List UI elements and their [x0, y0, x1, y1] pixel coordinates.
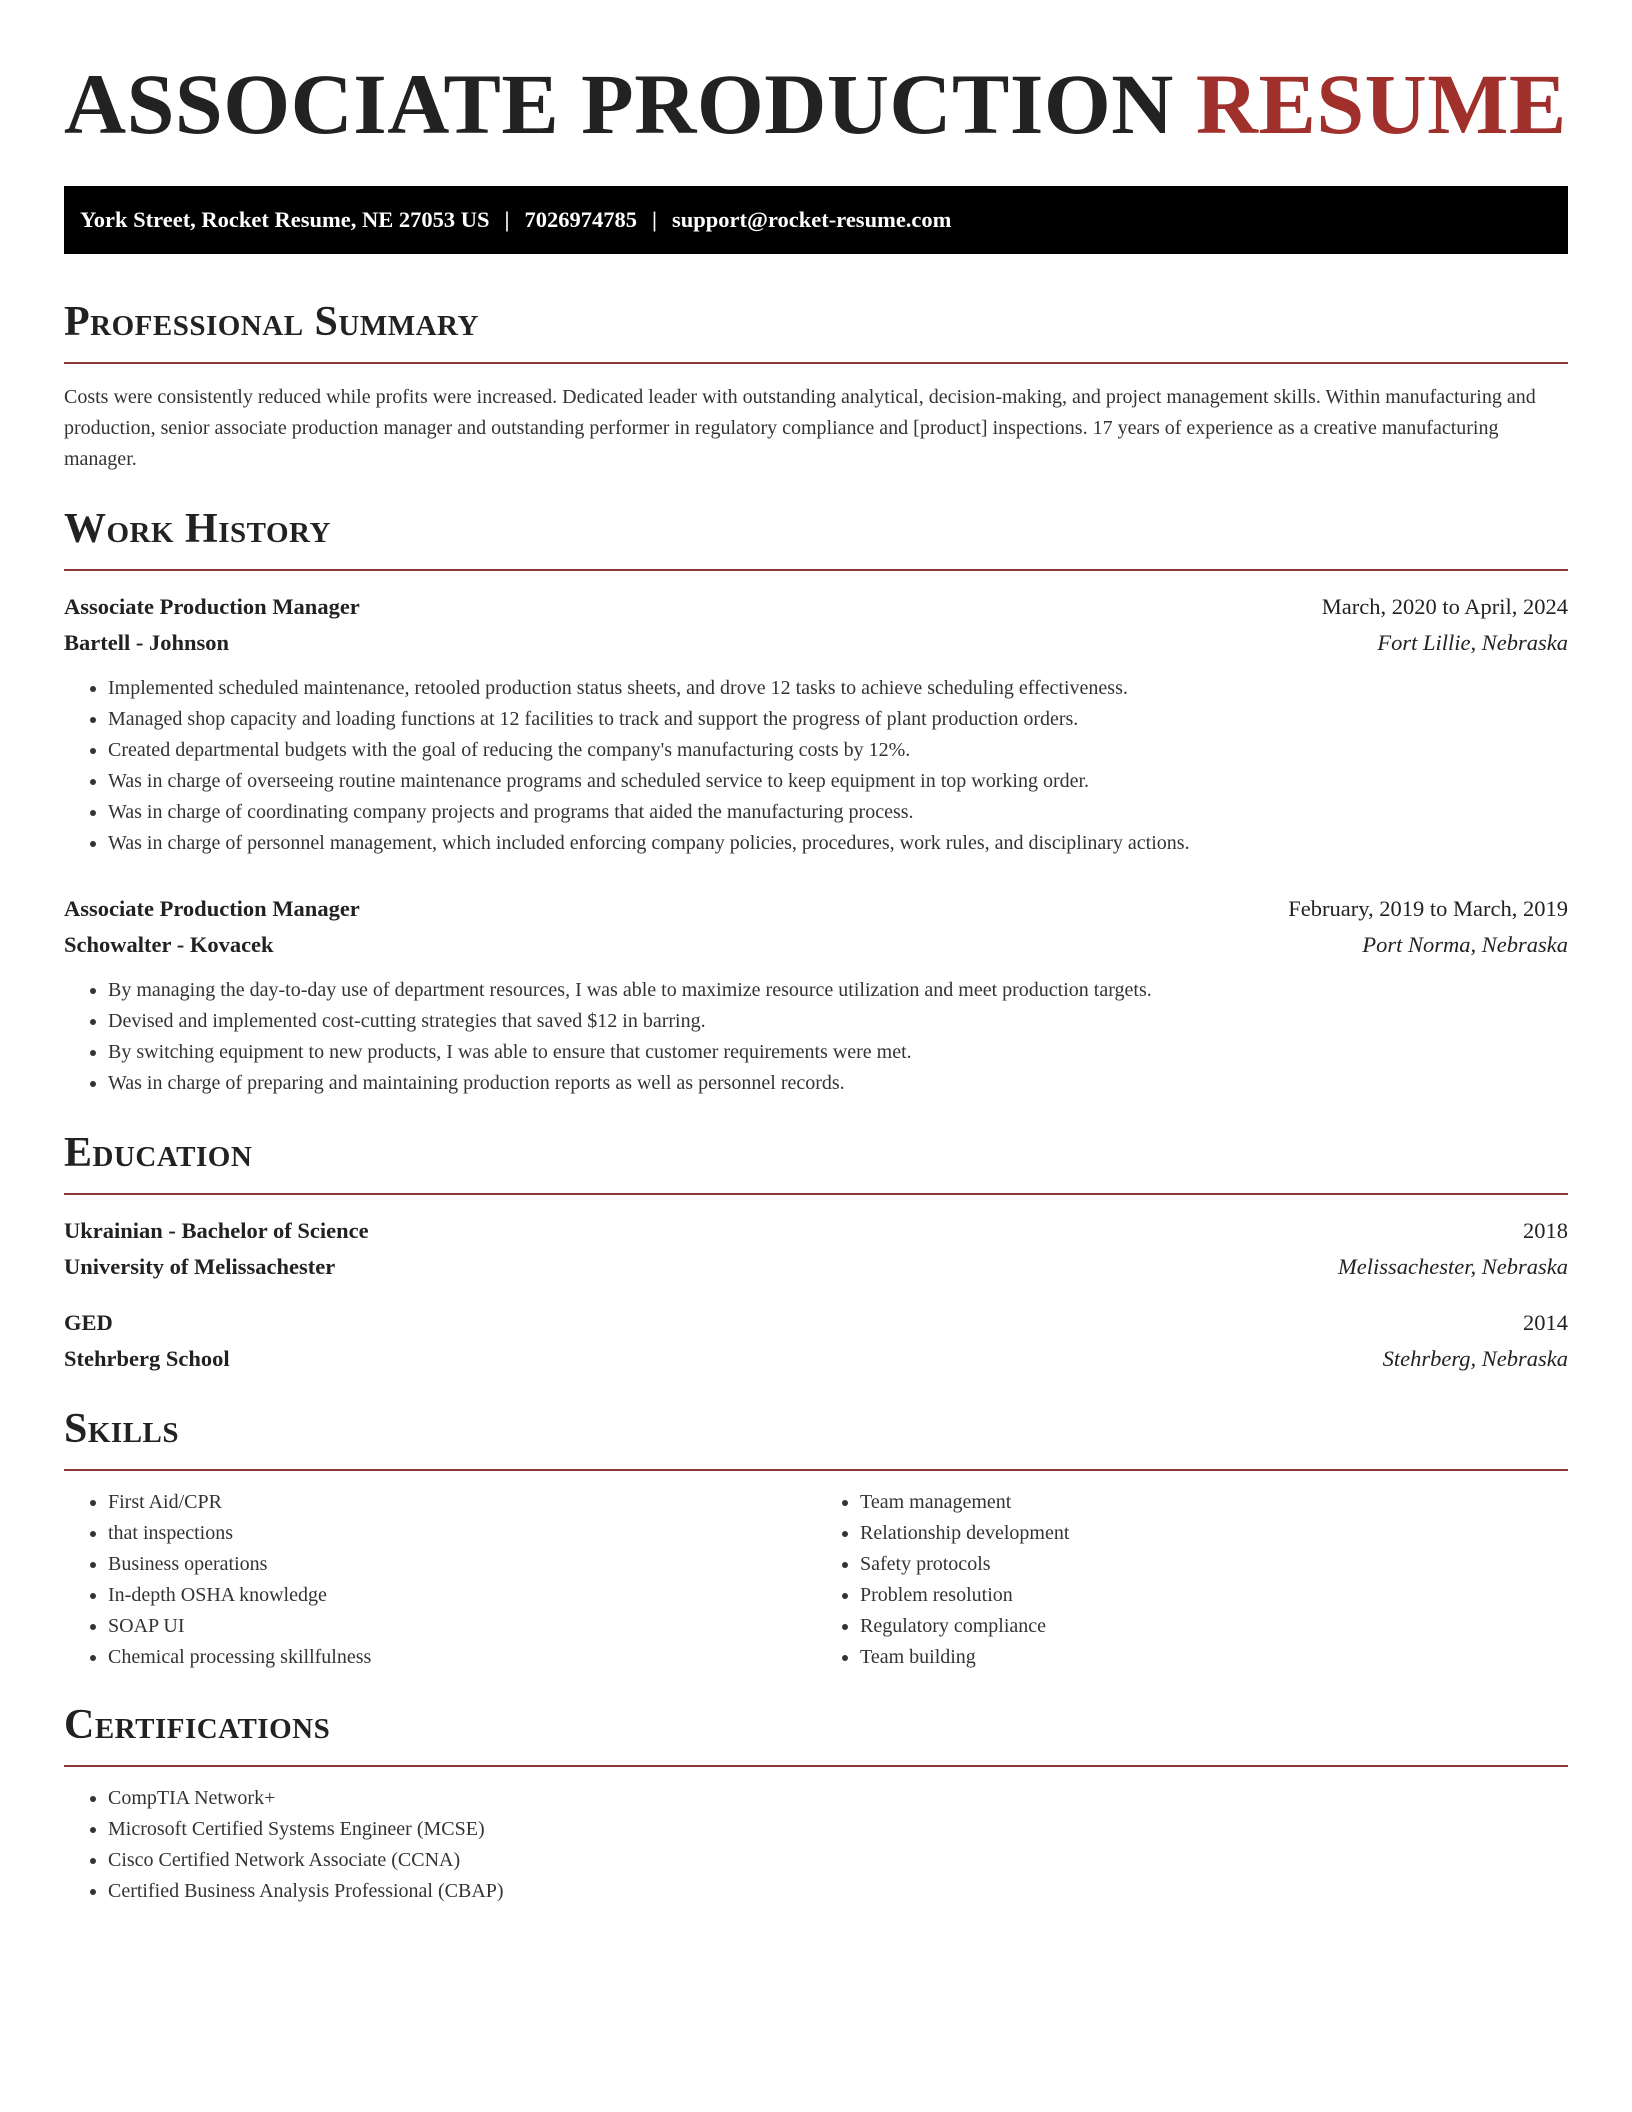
title-main: ASSOCIATE PRODUCTION	[64, 56, 1174, 152]
contact-separator: |	[504, 207, 510, 232]
skill-item: • Safety protocols	[860, 1549, 1568, 1580]
job-bullet: • By managing the day-to-day use of department resources, I was able to maximize resource utilization and meet production targets.	[108, 975, 1568, 1006]
job-bullet: • Was in charge of personnel management, which included enforcing company policies, procedures, work rules, and disciplinary actions.	[108, 828, 1568, 859]
contact-phone: 7026974785	[524, 207, 638, 232]
section-title-education: Education	[64, 1130, 253, 1176]
job-bullet: • By switching equipment to new products, I was able to ensure that customer requirements were met.	[108, 1037, 1568, 1068]
job-bullet-list	[64, 673, 1568, 859]
education-school-row	[64, 1249, 1568, 1285]
job-company: Bartell - Johnson	[64, 630, 230, 655]
job-header-row	[64, 891, 1568, 927]
skill-item: • Relationship development	[860, 1518, 1568, 1549]
skills-grid	[64, 1487, 1568, 1673]
section-title-skills: Skills	[64, 1406, 180, 1452]
job-dates: March, 2020 to April, 2024	[1321, 594, 1568, 619]
education-degree: Ukrainian - Bachelor of Science	[64, 1218, 369, 1243]
education-location: Stehrberg, Nebraska	[1382, 1346, 1568, 1371]
job-bullet: • Was in charge of coordinating company projects and programs that aided the manufacturing process.	[108, 797, 1568, 828]
summary-text: Costs were consistently reduced while profits were increased. Dedicated leader with outstanding analytical, decision-making, and project management skills. Within manufacturing and production, senior associate production manager and outstanding performer in regulatory compliance and [product] inspections. 17 years of experience as a creative manufacturing manager.	[64, 386, 1536, 470]
skills-list-right	[816, 1487, 1568, 1673]
section-divider	[64, 362, 1568, 364]
certification-item: • Microsoft Certified Systems Engineer (MCSE)	[108, 1814, 1568, 1845]
certification-item: • Cisco Certified Network Associate (CCNA)	[108, 1845, 1568, 1876]
education-school: University of Melissachester	[64, 1254, 336, 1279]
job-header-row	[64, 589, 1568, 625]
skills-list-left	[64, 1487, 816, 1673]
skills-section	[64, 1403, 1568, 1673]
education-degree-row	[64, 1213, 1568, 1249]
job-title: Associate Production Manager	[64, 594, 360, 619]
skill-item: • Team management	[860, 1487, 1568, 1518]
resume-title	[64, 56, 1568, 152]
contact-bar	[64, 186, 1568, 254]
contact-address: York Street, Rocket Resume, NE 27053 US	[80, 207, 490, 232]
job-bullet: • Was in charge of overseeing routine maintenance programs and scheduled service to keep equipment in top working order.	[108, 766, 1568, 797]
section-divider	[64, 1765, 1568, 1767]
education-year: 2014	[1523, 1310, 1568, 1335]
job-bullet: • Managed shop capacity and loading functions at 12 facilities to track and support the progress of plant production orders.	[108, 704, 1568, 735]
skill-item: • that inspections	[108, 1518, 816, 1549]
education-school: Stehrberg School	[64, 1346, 230, 1371]
education-degree: GED	[64, 1310, 113, 1335]
work-history-section	[64, 503, 1568, 1099]
education-degree-row	[64, 1305, 1568, 1341]
job-bullet: • Implemented scheduled maintenance, retooled production status sheets, and drove 12 tasks to achieve scheduling effectiveness.	[108, 673, 1568, 704]
education-year: 2018	[1523, 1218, 1568, 1243]
skill-item: • Regulatory compliance	[860, 1611, 1568, 1642]
education-school-row	[64, 1341, 1568, 1377]
skill-item: • First Aid/CPR	[108, 1487, 816, 1518]
skill-item: • In-depth OSHA knowledge	[108, 1580, 816, 1611]
skill-item: • SOAP UI	[108, 1611, 816, 1642]
job-dates: February, 2019 to March, 2019	[1288, 896, 1568, 921]
education-entry	[64, 1213, 1568, 1285]
skill-item: • Team building	[860, 1642, 1568, 1673]
section-title-certifications: Certifications	[64, 1702, 331, 1748]
section-title-summary: Professional Summary	[64, 299, 479, 345]
skill-item: • Business operations	[108, 1549, 816, 1580]
certifications-section	[64, 1699, 1568, 1907]
skill-item: • Problem resolution	[860, 1580, 1568, 1611]
skill-item: • Chemical processing skillfulness	[108, 1642, 816, 1673]
education-entry	[64, 1305, 1568, 1377]
certification-item: • Certified Business Analysis Professional (CBAP)	[108, 1876, 1568, 1907]
contact-separator: |	[652, 207, 657, 232]
job-location: Port Norma, Nebraska	[1362, 932, 1568, 957]
job-company-row	[64, 625, 1568, 661]
contact-email: support@rocket-resume.com	[671, 207, 952, 232]
job-entry	[64, 589, 1568, 859]
job-bullet: • Devised and implemented cost-cutting strategies that saved $12 in barring.	[108, 1006, 1568, 1037]
section-divider	[64, 1469, 1568, 1471]
summary-section	[64, 296, 1568, 475]
certification-item: • CompTIA Network+	[108, 1783, 1568, 1814]
job-bullet: • Created departmental budgets with the goal of reducing the company's manufacturing costs by 12%.	[108, 735, 1568, 766]
job-entry	[64, 891, 1568, 1099]
education-section	[64, 1127, 1568, 1377]
job-company-row	[64, 927, 1568, 963]
section-divider	[64, 1193, 1568, 1195]
education-location: Melissachester, Nebraska	[1338, 1254, 1568, 1279]
job-title: Associate Production Manager	[64, 896, 360, 921]
title-accent: RESUME	[1195, 56, 1567, 152]
job-bullet-list	[64, 975, 1568, 1099]
certification-list	[64, 1783, 1568, 1907]
job-location: Fort Lillie, Nebraska	[1377, 630, 1568, 655]
job-bullet: • Was in charge of preparing and maintaining production reports as well as personnel records.	[108, 1068, 1568, 1099]
section-title-work: Work History	[64, 506, 331, 552]
section-divider	[64, 569, 1568, 571]
job-company: Schowalter - Kovacek	[64, 932, 274, 957]
